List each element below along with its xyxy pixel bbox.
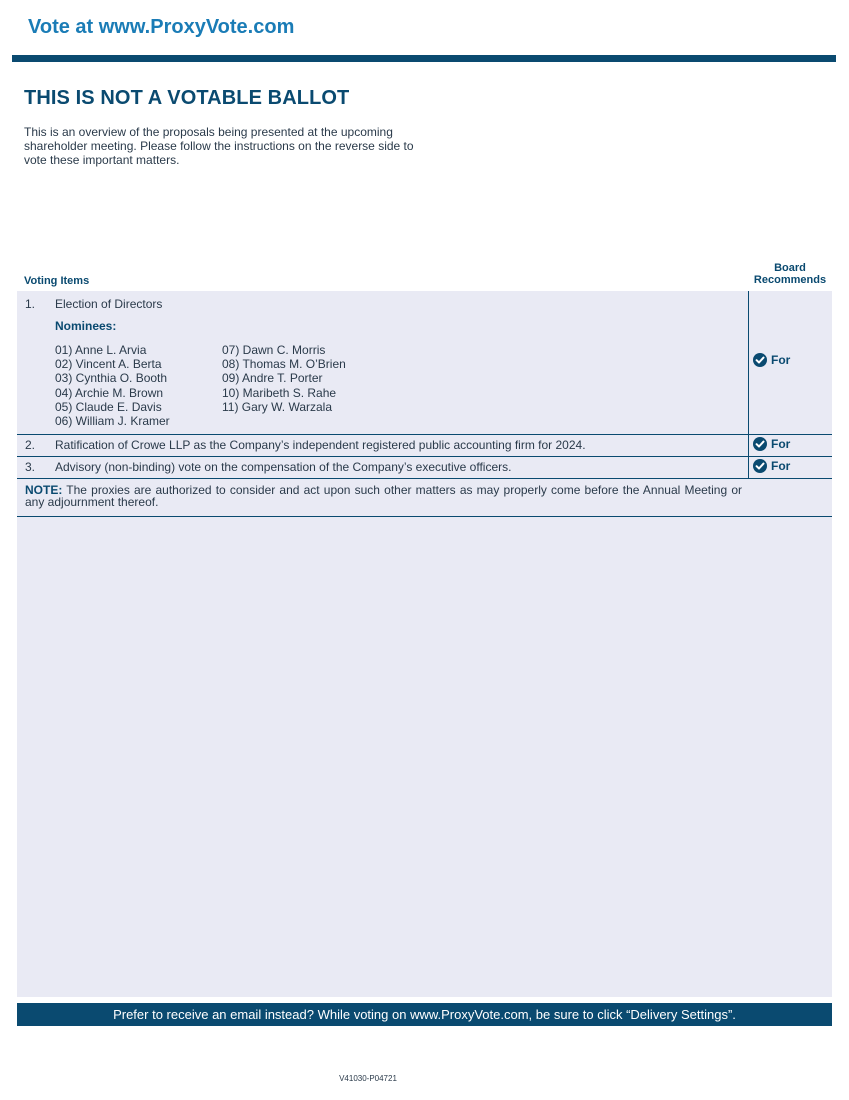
nominee: 10) Maribeth S. Rahe <box>222 385 337 400</box>
item-number: 3. <box>25 460 36 474</box>
check-circle-icon <box>753 437 767 451</box>
recommendation-label: For <box>771 459 791 473</box>
recommendation-label: For <box>771 437 791 451</box>
note-body: The proxies are authorized to consider and act upon such other matters as may properly come before the Annual Meeting or any adjournment thereof. <box>25 483 742 509</box>
item-number: 2. <box>25 438 36 452</box>
nominee: 07) Dawn C. Morris <box>222 343 326 357</box>
board-header-line1: Board <box>774 262 806 274</box>
nominee: 05) Claude E. Davis <box>55 399 162 414</box>
email-delivery-banner <box>17 1003 832 1026</box>
recommendation <box>753 437 790 451</box>
note-row <box>17 479 832 517</box>
board-recommends-header <box>748 262 832 286</box>
nominee: 08) Thomas M. O’Brien <box>222 357 346 372</box>
voting-items-header: Voting Items <box>24 275 90 287</box>
recommendation <box>753 353 790 367</box>
note-text <box>25 484 742 508</box>
item-number: 1. <box>25 297 36 311</box>
nominee: 11) Gary W. Warzala <box>222 399 333 414</box>
item-text: Election of Directors <box>55 297 163 311</box>
item-text: Ratification of Crowe LLP as the Company’s independent registered public accounting firm for 2024. <box>55 438 586 452</box>
voting-item-2 <box>17 435 832 457</box>
check-circle-icon <box>753 353 767 367</box>
nominee: 09) Andre T. Porter <box>222 371 323 386</box>
recommendation <box>753 459 790 473</box>
recommendation-label: For <box>771 353 791 367</box>
check-circle-icon <box>753 459 767 473</box>
note-label: NOTE: <box>25 483 63 497</box>
item-text: Advisory (non-binding) vote on the compensation of the Company’s executive officers. <box>55 460 512 474</box>
proxyvote-link[interactable]: Vote at www.ProxyVote.com <box>28 16 295 38</box>
intro-text: This is an overview of the proposals being presented at the upcoming shareholder meeting. Please follow the instructions on the reverse side to vote these important matters. <box>24 125 414 167</box>
nominee: 01) Anne L. Arvia <box>55 343 147 357</box>
nominee: 04) Archie M. Brown <box>55 385 164 400</box>
voting-item-3 <box>17 457 832 479</box>
nominees-label: Nominees: <box>55 319 117 333</box>
page-title: THIS IS NOT A VOTABLE BALLOT <box>24 87 350 109</box>
nominee: 02) Vincent A. Berta <box>55 357 162 372</box>
nominee: 06) William J. Kramer <box>55 414 170 429</box>
nominees-column-1 <box>55 343 170 428</box>
voting-item-1 <box>17 291 832 435</box>
email-delivery-text: Prefer to receive an email instead? While voting on www.ProxyVote.com, be sure to click “Delivery Settings”. <box>113 1007 736 1022</box>
nominees-column-2 <box>222 343 346 414</box>
document-code: V41030-P04721 <box>339 1074 397 1083</box>
header-rule <box>12 55 836 62</box>
board-header-line2: Recommends <box>753 274 827 286</box>
nominee: 03) Cynthia O. Booth <box>55 371 168 386</box>
